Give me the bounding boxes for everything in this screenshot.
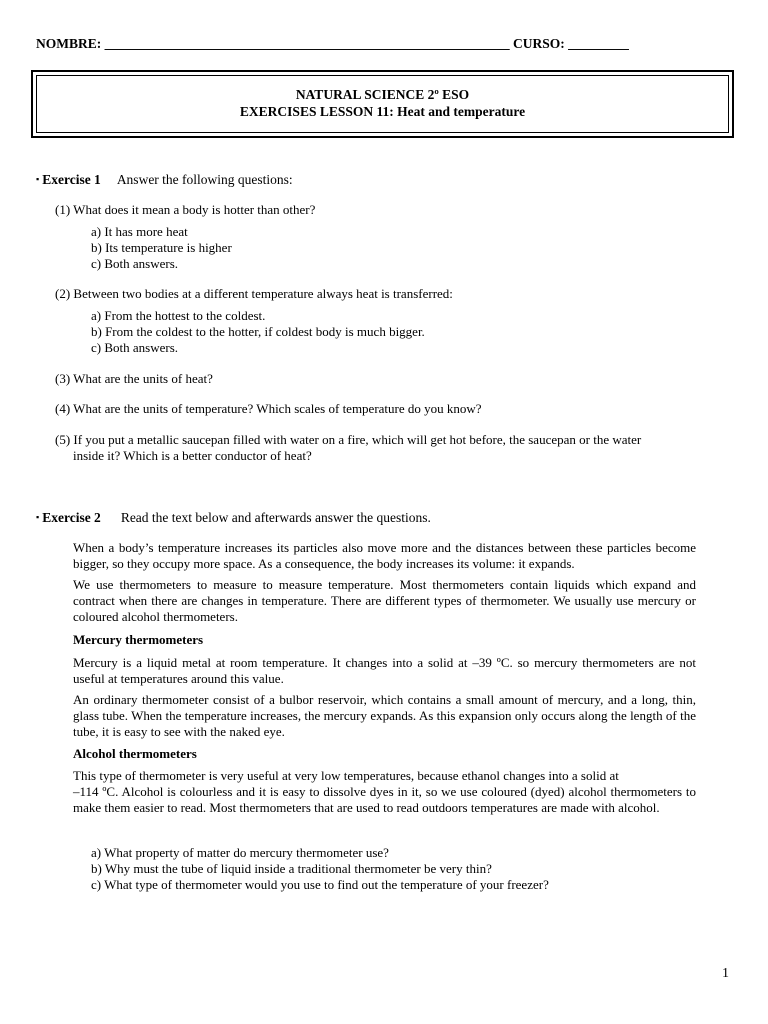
option-b: b) Its temperature is higher — [91, 240, 232, 255]
paragraph-ordinary-thermometer: An ordinary thermometer consist of a bulbor reservoir, which contains a small amount of mercury, and a long, thin, glass tube. When the temperature increases, the mercury expands. As this expansion only occurs along the length of the tube, it is easy to see with the naked eye. — [73, 692, 696, 739]
exercise-2-label: Exercise 2 — [42, 510, 101, 525]
question-a: a) What property of matter do mercury thermometer use? — [91, 845, 389, 860]
question-5-line-2: inside it? Which is a better conductor of heat? — [73, 448, 312, 463]
title-text — [33, 86, 732, 120]
paragraph-alcohol-line-1: This type of thermometer is very useful at very low temperatures, because ethanol changes into a solid at — [73, 768, 619, 783]
title-subject: NATURAL SCIENCE 2º ESO — [295, 87, 470, 102]
question-c: c) What type of thermometer would you use to find out the temperature of your freezer? — [91, 877, 549, 892]
title-lesson: EXERCISES LESSON 11: Heat and temperature — [239, 104, 526, 119]
question-4: (4) What are the units of temperature? Which scales of temperature do you know? — [55, 401, 482, 416]
page-number: 1 — [722, 966, 729, 981]
option-c: c) Both answers. — [91, 340, 179, 355]
bullet-icon: ▪ — [36, 174, 40, 184]
question-1: (1) What does it mean a body is hotter than other? — [55, 202, 316, 217]
question-2-options — [91, 308, 731, 356]
exercise-2-instruction: Read the text below and afterwards answer the questions. — [120, 510, 431, 525]
paragraph-alcohol — [73, 768, 696, 816]
bullet-icon: ▪ — [36, 512, 40, 522]
option-b: b) From the coldest to the hotter, if coldest body is much bigger. — [91, 324, 425, 339]
option-a: a) It has more heat — [91, 224, 188, 239]
alcohol-heading: Alcohol thermometers — [73, 746, 197, 761]
paragraph-mercury: Mercury is a liquid metal at room temperature. It changes into a solid at –39 ºC. so mercury thermometers are not useful at temperatures around this value. — [73, 655, 696, 686]
exercise-1-instruction: Answer the following questions: — [116, 172, 293, 187]
exercise-1-heading — [36, 171, 293, 188]
question-b: b) Why must the tube of liquid inside a traditional thermometer be very thin? — [91, 861, 492, 876]
title-box — [31, 70, 734, 138]
exercise-2-heading — [36, 509, 431, 526]
option-c: c) Both answers. — [91, 256, 179, 271]
paragraph-thermometers: We use thermometers to measure to measure temperature. Most thermometers contain liquids which expand and contract when there are changes in temperature. There are different types of thermometer. We usually use mercury or coloured alcohol thermometers. — [73, 577, 696, 624]
name-course-line: NOMBRE: ____________________________________________________________ CURSO: _________ — [36, 36, 629, 51]
exercise-1-label: Exercise 1 — [42, 172, 101, 187]
question-5 — [55, 432, 735, 464]
option-a: a) From the hottest to the coldest. — [91, 308, 266, 323]
mercury-heading: Mercury thermometers — [73, 632, 204, 647]
question-5-line-1: (5) If you put a metallic saucepan filled with water on a fire, which will get hot before, the saucepan or the water — [55, 432, 642, 447]
question-1-options — [91, 224, 731, 272]
paragraph-expansion: When a body’s temperature increases its particles also move more and the distances between these particles become bigger, so they occupy more space. As a consequence, the body increases its volume: it expands. — [73, 540, 696, 571]
paragraph-alcohol-rest: –114 ºC. Alcohol is colourless and it is easy to dissolve dyes in it, so we use coloured (dyed) alcohol thermometers to make them easier to read. Most thermometers that are used to read outdoors temperatures are made with alcohol. — [73, 784, 696, 815]
question-3: (3) What are the units of heat? — [55, 371, 213, 386]
exercise-2-questions — [91, 845, 731, 893]
question-2: (2) Between two bodies at a different temperature always heat is transferred: — [55, 286, 453, 301]
